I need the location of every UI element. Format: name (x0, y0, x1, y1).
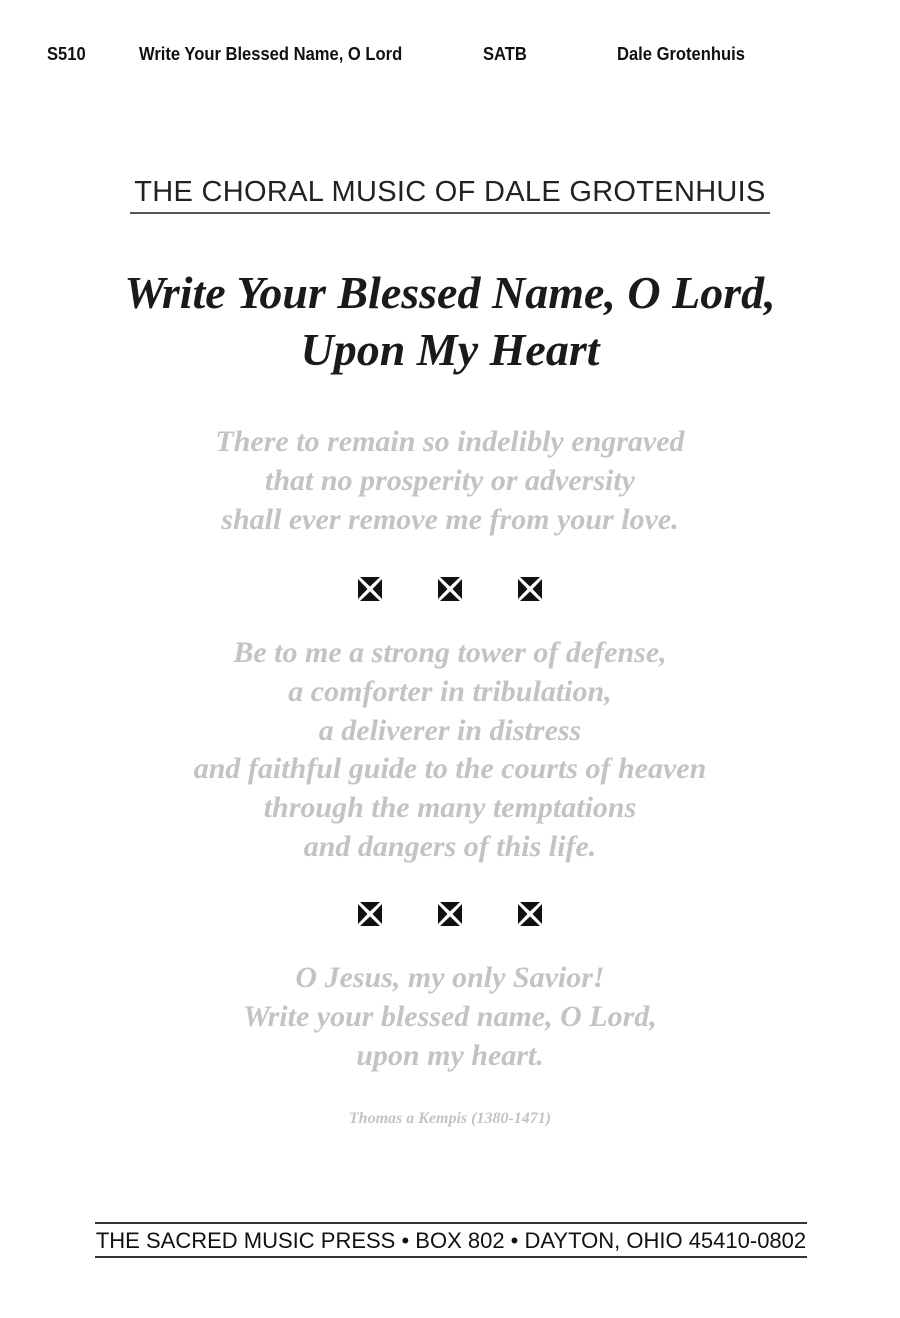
verse-line: and faithful guide to the courts of heaven (193, 752, 707, 786)
verse-line: Write your blessed name, O Lord, (243, 999, 657, 1033)
verse-line: through the many temptations (263, 791, 637, 825)
verse-line: and dangers of this life. (303, 829, 597, 863)
cross-pattee-icon (517, 576, 543, 602)
verse-line: shall ever remove me from your love. (221, 502, 679, 536)
text-attribution: Thomas a Kempis (1380-1471) (348, 1110, 552, 1127)
cross-pattee-icon (517, 901, 543, 927)
series-title: THE CHORAL MUSIC OF DALE GROTENHUIS (130, 176, 769, 214)
title-line: Write Your Blessed Name, O Lord, (124, 267, 776, 318)
series-heading (0, 176, 900, 214)
cross-pattee-icon (357, 901, 383, 927)
ornament-divider (0, 901, 900, 931)
verse-line: a comforter in tribulation, (288, 674, 612, 708)
cross-pattee-icon (437, 901, 463, 927)
catalog-code: S510 (47, 44, 86, 64)
stanza-1 (0, 423, 900, 539)
cross-pattee-icon (437, 576, 463, 602)
header-title: Write Your Blessed Name, O Lord (139, 44, 403, 64)
voicing: SATB (483, 44, 527, 64)
verse-line: Be to me a strong tower of defense, (233, 636, 667, 669)
main-title (0, 264, 900, 378)
verse-line: There to remain so indelibly engraved (215, 425, 685, 458)
footer-rule-top (95, 1222, 807, 1224)
header-bar (0, 44, 900, 72)
stanza-2 (0, 634, 900, 867)
verse-line: upon my heart. (356, 1038, 544, 1072)
stanza-3 (0, 959, 900, 1075)
verse-line: O Jesus, my only Savior! (295, 961, 605, 994)
verse-line: a deliverer in distress (318, 713, 582, 747)
title-line: Upon My Heart (300, 324, 600, 375)
ornament-divider (0, 576, 900, 606)
composer-name: Dale Grotenhuis (617, 44, 745, 64)
verse-line: that no prosperity or adversity (264, 463, 635, 497)
cross-pattee-icon (357, 576, 383, 602)
publisher-footer: THE SACRED MUSIC PRESS • BOX 802 • DAYTON, OHIO 45410-0802 (95, 1228, 807, 1253)
footer-rule-bottom (95, 1256, 807, 1258)
